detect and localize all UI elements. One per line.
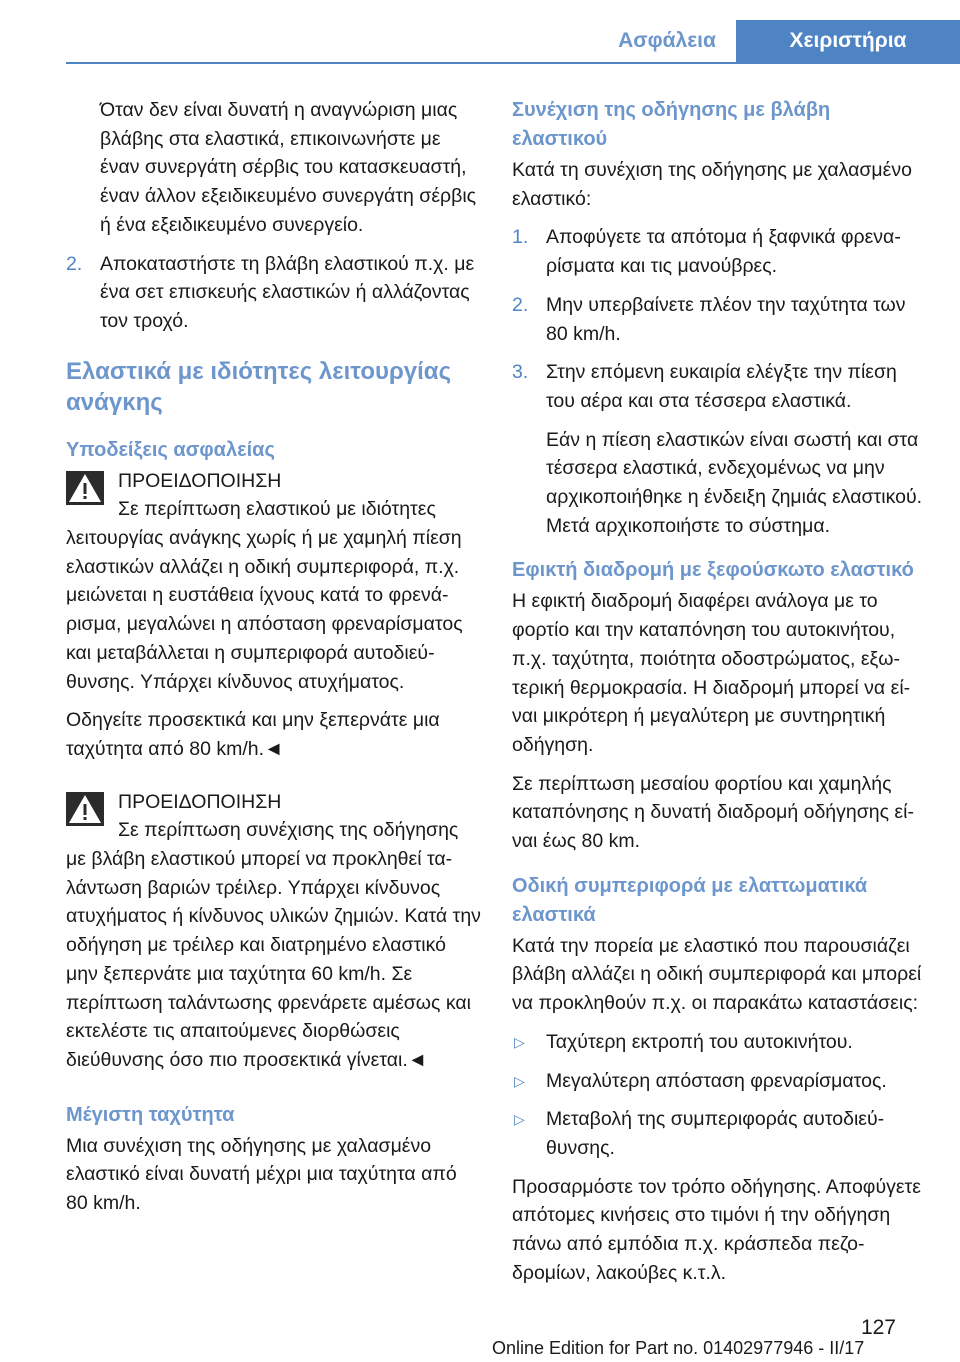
subheading-range: Εφικτή διαδρομή με ξεφούσκωτο ελαστικό	[512, 559, 914, 582]
subheading-max-speed: Μέγιστη ταχύτητα	[66, 1103, 235, 1126]
page-number: 127	[860, 1316, 896, 1339]
list-number: 2.	[512, 293, 529, 316]
warning-text-2: Οδηγείτε προσεκτικά και μην ξεπερνάτε μια ταχύτητα από 80 km/h.◄	[66, 709, 440, 760]
warning-block	[66, 467, 482, 697]
continue-intro: Κατά τη συνέχιση της οδήγησης με χαλασμένο ελαστικό:	[512, 159, 912, 210]
list-text: Στην επόμενη ευκαιρία ελέγξτε την πίεση του αέρα και στα τέσσερα ελαστικά.	[546, 361, 897, 412]
list-text: Αποκαταστήστε τη βλάβη ελαστικού π.χ. με ένα σετ επισκευής ελαστικών ή αλλάζοντας τον τροχό.	[100, 252, 475, 332]
list-item	[66, 250, 482, 336]
bullet-item	[512, 1028, 928, 1057]
list-item	[512, 223, 928, 280]
warning-title: ΠΡΟΕΙΔΟΠΟΙΗΣΗ	[118, 790, 282, 813]
right-column	[512, 96, 928, 1298]
subheading-driving-behaviour: Οδική συμπεριφορά με ελαττωματικά ελαστικά	[512, 874, 868, 926]
list-number: 3.	[512, 361, 529, 384]
footer-edition: Online Edition for Part no. 01402977946 - II/17	[492, 1338, 865, 1358]
bullet-triangle-icon: ▷	[514, 1111, 525, 1128]
closing-text: Προσαρμόστε τον τρόπο οδήγησης. Αποφύγετε απότομες κινήσεις στο τιμόνι ή την οδήγηση πάνω από εμπόδια π.χ. κράσπεδα πεζοδρομίων, λακούβες κ.τ.λ.	[512, 1175, 921, 1284]
warning-triangle-icon	[66, 792, 104, 826]
warning-title: ΠΡΟΕΙΔΟΠΟΙΗΣΗ	[118, 469, 282, 492]
header-tab-chapter[interactable]: Χειριστήρια	[736, 20, 960, 62]
subheading-continue-driving: Συνέχιση της οδήγησης με βλάβη ελαστικού	[512, 99, 831, 150]
bullet-item	[512, 1105, 928, 1162]
bullet-text: Ταχύτερη εκτροπή του αυτοκινήτου.	[546, 1030, 853, 1053]
list-text: Μην υπερβαίνετε πλέον την ταχύτητα των 80 km/h.	[546, 293, 906, 345]
bullet-text: Μεγαλύτερη απόσταση φρεναρίσματος.	[546, 1069, 887, 1092]
bullet-text: Μεταβολή της συμπεριφοράς αυτοδιεύθυνσης.	[546, 1108, 885, 1159]
range-text-1: Η εφικτή διαδρομή διαφέρει ανάλογα με το φορτίο και την καταπόνηση του αυτοκινήτου, π.χ. ταχύτητα, ποιότητα οδοστρώματος, εξωτερική θερμοκρασία. Η διαδρομή μπορεί να είναι μικρότερη ή μεγαλύτερη με συντηρητική οδήγηση.	[512, 590, 911, 756]
header-rule	[66, 62, 960, 64]
bullet-triangle-icon: ▷	[514, 1072, 525, 1089]
list-item	[512, 291, 928, 348]
list-item	[512, 358, 928, 415]
header-tab-section[interactable]: Ασφάλεια	[600, 20, 734, 62]
list-number: 1.	[512, 226, 529, 249]
list-text: Αποφύγετε τα απότομα ή ξαφνικά φρεναρίσματα και τις μανούβρες.	[546, 226, 901, 278]
section-heading-runflat: Ελαστικά με ιδιότητες λειτουργίας ανάγκης	[66, 357, 452, 416]
bullet-item	[512, 1067, 928, 1096]
behaviour-text: Κατά την πορεία με ελαστικό που παρουσιάζει βλάβη αλλάζει η οδική συμπεριφορά και μπορεί να προκληθούν π.χ. οι παρακάτω καταστάσεις:	[512, 934, 922, 1015]
warning-block	[66, 788, 482, 1075]
list-item-continuation: Εάν η πίεση ελαστικών είναι σωστή και στα τέσσερα ελαστικά, ενδεχομένως να μην αρχικοποιήθηκε η ένδειξη ζημιάς ελαστικού. Μετά αρχικοποιήστε το σύστημα.	[546, 428, 923, 537]
list-number: 2.	[66, 252, 83, 275]
subheading-safety: Υποδείξεις ασφαλείας	[66, 438, 275, 461]
left-column	[66, 96, 482, 1228]
warning-text: Σε περίπτωση συνέχισης της οδήγησης με βλάβη ελαστικού μπορεί να προκληθεί ταλάντωση βαριών τρέιλερ. Υπάρχει κίνδυνος ατυχήματος ή κίνδυνος υλικών ζημιών. Κατά την οδήγηση με τρέιλερ και διατρημένο ελαστικό μην ξεπερνάτε μια ταχύτητα 60 km/h. Σε περίπτωση ταλάντωσης φρενάρετε αμέσως και εκτελέστε τις απαιτούμενες διορθώσεις διεύθυνσης όσο πιο προσεκτικά γίνεται.◄	[66, 819, 481, 1071]
warning-triangle-icon	[66, 471, 104, 505]
list-item-continuation: Όταν δεν είναι δυνατή η αναγνώριση μιας βλάβης στα ελαστικά, επικοινωνήστε με έναν συνεργάτη σέρβις του κατασκευαστή, έναν άλλον εξειδικευμένο συνεργάτη σέρβις ή ένα εξειδικευμένο συνεργείο.	[100, 99, 477, 236]
max-speed-text: Μια συνέχιση της οδήγησης με χαλασμένο ελαστικό είναι δυνατή μέχρι μια ταχύτητα από 80 km/h.	[66, 1134, 457, 1215]
bullet-triangle-icon: ▷	[514, 1033, 525, 1050]
range-text-2: Σε περίπτωση μεσαίου φορτίου και χαμηλής καταπόνησης η δυνατή διαδρομή οδήγησης είναι έως 80 km.	[512, 772, 914, 853]
warning-text: Σε περίπτωση ελαστικού με ιδιότητες λειτουργίας ανάγκης χωρίς ή με χαμηλή πίεση ελαστικών αλλάζει η οδική συμπεριφορά, π.χ. μειώνεται η ευστάθεια ίχνους κατά το φρενάρισμα, μεγαλώνει η απόσταση φρεναρίσματος και μεταβάλλεται η συμπεριφορά αυτοδιεύθυνσης. Υπάρχει κίνδυνος ατυχήματος.	[66, 498, 463, 693]
